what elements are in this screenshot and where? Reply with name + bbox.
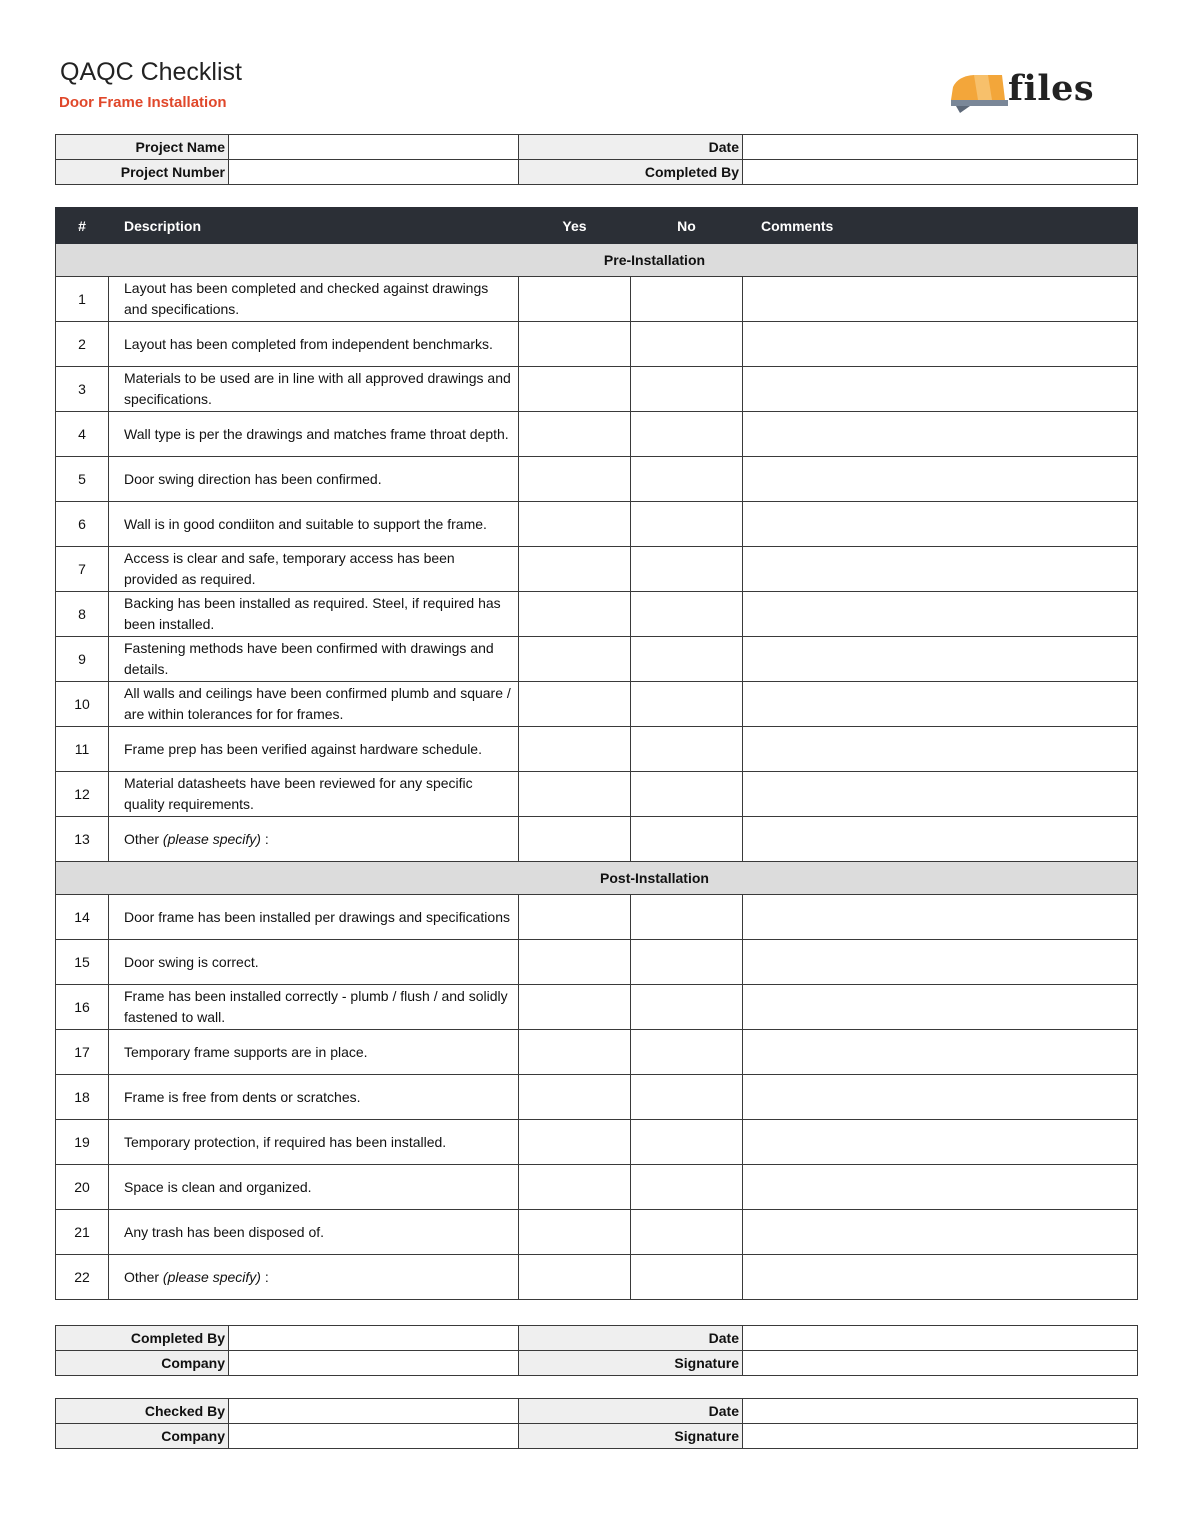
no-cell[interactable] <box>631 412 743 457</box>
item-description <box>109 322 519 367</box>
project-number-label: Project Number <box>56 160 229 185</box>
item-description <box>109 1075 519 1120</box>
checklist-row <box>56 637 1138 682</box>
checklist-row <box>56 895 1138 940</box>
yes-cell[interactable] <box>519 547 631 592</box>
no-cell[interactable] <box>631 322 743 367</box>
checklist-row <box>56 817 1138 862</box>
column-header-number: # <box>56 208 109 244</box>
item-description <box>109 772 519 817</box>
item-number: 22 <box>56 1255 109 1300</box>
signoff-completed-date-label: Date <box>519 1326 743 1351</box>
hard-hat-icon <box>948 70 1010 116</box>
comments-cell[interactable] <box>743 1120 1138 1165</box>
item-description <box>109 547 519 592</box>
yes-cell[interactable] <box>519 895 631 940</box>
yes-cell[interactable] <box>519 682 631 727</box>
comments-cell[interactable] <box>743 985 1138 1030</box>
checklist-row <box>56 1030 1138 1075</box>
signoff-checked-date-field[interactable] <box>743 1399 1138 1424</box>
column-header-no: No <box>631 208 743 244</box>
column-header-comments: Comments <box>743 208 1138 244</box>
item-description <box>109 895 519 940</box>
comments-cell[interactable] <box>743 412 1138 457</box>
column-header-description: Description <box>109 208 519 244</box>
item-number: 10 <box>56 682 109 727</box>
item-description <box>109 457 519 502</box>
comments-cell[interactable] <box>743 772 1138 817</box>
item-description <box>109 367 519 412</box>
checklist-row <box>56 1075 1138 1120</box>
item-number: 13 <box>56 817 109 862</box>
item-description-text: Access is clear and safe, temporary access has been provided as required. <box>124 550 455 587</box>
comments-cell[interactable] <box>743 1255 1138 1300</box>
yes-cell[interactable] <box>519 1030 631 1075</box>
comments-cell[interactable] <box>743 322 1138 367</box>
logo-text: files <box>1008 68 1095 109</box>
item-description-text: Door swing direction has been confirmed. <box>124 470 382 487</box>
comments-cell[interactable] <box>743 502 1138 547</box>
item-number: 18 <box>56 1075 109 1120</box>
page-title: QAQC Checklist <box>60 58 242 86</box>
item-description-text: Frame prep has been verified against hardware schedule. <box>124 740 482 757</box>
project-name-field[interactable] <box>229 135 519 160</box>
item-description <box>109 940 519 985</box>
comments-cell[interactable] <box>743 637 1138 682</box>
signoff-completed-company-field[interactable] <box>229 1351 519 1376</box>
yes-cell[interactable] <box>519 637 631 682</box>
item-description <box>109 817 519 862</box>
comments-cell[interactable] <box>743 457 1138 502</box>
item-description-text: Layout has been completed and checked against drawings and specifications. <box>124 280 489 317</box>
checklist-row <box>56 322 1138 367</box>
item-number: 15 <box>56 940 109 985</box>
completed-signoff-table <box>55 1325 1138 1376</box>
item-description-text: Backing has been installed as required. Steel, if required has been installed. <box>124 595 501 632</box>
signoff-checked-company-label: Company <box>56 1424 229 1449</box>
section-header <box>56 244 1138 277</box>
yes-cell[interactable] <box>519 940 631 985</box>
signoff-completed-signature-label: Signature <box>519 1351 743 1376</box>
no-cell[interactable] <box>631 1075 743 1120</box>
checklist-row <box>56 772 1138 817</box>
yes-cell[interactable] <box>519 277 631 322</box>
checklist-row <box>56 682 1138 727</box>
checklist-row <box>56 457 1138 502</box>
item-number: 14 <box>56 895 109 940</box>
item-number: 9 <box>56 637 109 682</box>
comments-cell[interactable] <box>743 1075 1138 1120</box>
comments-cell[interactable] <box>743 727 1138 772</box>
item-description-text: Door frame has been installed per drawings and specifications <box>124 908 510 925</box>
yes-cell[interactable] <box>519 1255 631 1300</box>
checklist-table <box>55 207 1138 1300</box>
item-description-suffix: : <box>260 1268 269 1285</box>
signoff-completed-by-label: Completed By <box>56 1326 229 1351</box>
item-description <box>109 277 519 322</box>
no-cell[interactable] <box>631 1165 743 1210</box>
item-description-text: Other <box>124 1268 163 1285</box>
item-description-text: Layout has been completed from independent benchmarks. <box>124 335 493 352</box>
item-description <box>109 502 519 547</box>
yes-cell[interactable] <box>519 457 631 502</box>
item-description-suffix: : <box>260 830 269 847</box>
date-field[interactable] <box>743 135 1138 160</box>
item-number: 12 <box>56 772 109 817</box>
signoff-completed-date-field[interactable] <box>743 1326 1138 1351</box>
section-header <box>56 862 1138 895</box>
column-header-yes: Yes <box>519 208 631 244</box>
checklist-row <box>56 985 1138 1030</box>
item-number: 8 <box>56 592 109 637</box>
no-cell[interactable] <box>631 502 743 547</box>
yes-cell[interactable] <box>519 1210 631 1255</box>
no-cell[interactable] <box>631 637 743 682</box>
item-number: 19 <box>56 1120 109 1165</box>
no-cell[interactable] <box>631 1030 743 1075</box>
project-name-label: Project Name <box>56 135 229 160</box>
item-description-text: Door swing is correct. <box>124 953 259 970</box>
comments-cell[interactable] <box>743 1210 1138 1255</box>
item-number: 16 <box>56 985 109 1030</box>
section-title: Pre-Installation <box>603 252 706 268</box>
comments-cell[interactable] <box>743 940 1138 985</box>
item-number: 3 <box>56 367 109 412</box>
item-description <box>109 592 519 637</box>
item-description-text: Wall is in good condiiton and suitable to support the frame. <box>124 515 487 532</box>
no-cell[interactable] <box>631 592 743 637</box>
section-title: Post-Installation <box>600 870 709 886</box>
no-cell[interactable] <box>631 277 743 322</box>
item-number: 17 <box>56 1030 109 1075</box>
comments-cell[interactable] <box>743 895 1138 940</box>
item-description-text: All walls and ceilings have been confirmed plumb and square / are within tolerances for for frames. <box>124 685 511 722</box>
comments-cell[interactable] <box>743 592 1138 637</box>
item-description-text: Temporary frame supports are in place. <box>124 1043 368 1060</box>
yes-cell[interactable] <box>519 1120 631 1165</box>
item-number: 7 <box>56 547 109 592</box>
no-cell[interactable] <box>631 1120 743 1165</box>
no-cell[interactable] <box>631 985 743 1030</box>
item-number: 4 <box>56 412 109 457</box>
comments-cell[interactable] <box>743 367 1138 412</box>
checked-signoff-table <box>55 1398 1138 1449</box>
checklist-row <box>56 1120 1138 1165</box>
yes-cell[interactable] <box>519 1075 631 1120</box>
item-number: 11 <box>56 727 109 772</box>
checklist-row <box>56 592 1138 637</box>
item-number: 21 <box>56 1210 109 1255</box>
no-cell[interactable] <box>631 772 743 817</box>
item-description-text: Material datasheets have been reviewed for any specific quality requirements. <box>124 775 473 812</box>
yes-cell[interactable] <box>519 1165 631 1210</box>
section-header-row <box>56 244 1138 277</box>
item-description <box>109 637 519 682</box>
checklist-row <box>56 727 1138 772</box>
checklist-header-row <box>56 208 1138 244</box>
checklist-body <box>56 244 1138 1300</box>
item-description <box>109 1210 519 1255</box>
item-description-hint: (please specify) <box>162 1268 261 1285</box>
no-cell[interactable] <box>631 1210 743 1255</box>
no-cell[interactable] <box>631 817 743 862</box>
item-description-hint: (please specify) <box>162 830 261 847</box>
item-description-text: Frame has been installed correctly - plumb / flush / and solidly fastened to wall. <box>124 988 508 1025</box>
item-description-text: Fastening methods have been confirmed with drawings and details. <box>124 640 494 677</box>
item-description <box>109 412 519 457</box>
signoff-completed-signature-field[interactable] <box>743 1351 1138 1376</box>
checklist-row <box>56 1165 1138 1210</box>
files-logo <box>948 70 1108 116</box>
project-info-table <box>55 134 1138 185</box>
no-cell[interactable] <box>631 940 743 985</box>
no-cell[interactable] <box>631 682 743 727</box>
item-description-text: Temporary protection, if required has been installed. <box>124 1133 447 1150</box>
no-cell[interactable] <box>631 457 743 502</box>
completed-by-field[interactable] <box>743 160 1138 185</box>
signoff-checked-company-field[interactable] <box>229 1424 519 1449</box>
yes-cell[interactable] <box>519 727 631 772</box>
checklist-row <box>56 1210 1138 1255</box>
checklist-row <box>56 277 1138 322</box>
yes-cell[interactable] <box>519 367 631 412</box>
item-description-text: Any trash has been disposed of. <box>124 1223 325 1240</box>
item-number: 2 <box>56 322 109 367</box>
item-number: 5 <box>56 457 109 502</box>
no-cell[interactable] <box>631 1255 743 1300</box>
checklist-row <box>56 940 1138 985</box>
item-description-text: Other <box>124 830 163 847</box>
no-cell[interactable] <box>631 547 743 592</box>
item-description <box>109 1120 519 1165</box>
item-description <box>109 1165 519 1210</box>
yes-cell[interactable] <box>519 592 631 637</box>
item-description-text: Frame is free from dents or scratches. <box>124 1088 361 1105</box>
item-number: 1 <box>56 277 109 322</box>
checklist-row <box>56 412 1138 457</box>
date-label: Date <box>519 135 743 160</box>
item-description <box>109 727 519 772</box>
checklist-row <box>56 1255 1138 1300</box>
item-description-text: Wall type is per the drawings and matches frame throat depth. <box>124 425 509 442</box>
item-description-text: Space is clean and organized. <box>124 1178 312 1195</box>
signoff-checked-signature-field[interactable] <box>743 1424 1138 1449</box>
yes-cell[interactable] <box>519 817 631 862</box>
signoff-completed-by-field[interactable] <box>229 1326 519 1351</box>
item-description <box>109 985 519 1030</box>
completed-by-label: Completed By <box>519 160 743 185</box>
checklist-row <box>56 367 1138 412</box>
checklist-row <box>56 547 1138 592</box>
comments-cell[interactable] <box>743 682 1138 727</box>
comments-cell[interactable] <box>743 1030 1138 1075</box>
yes-cell[interactable] <box>519 502 631 547</box>
item-description <box>109 1255 519 1300</box>
signoff-checked-date-label: Date <box>519 1399 743 1424</box>
comments-cell[interactable] <box>743 277 1138 322</box>
item-description-text: Materials to be used are in line with all approved drawings and specifications. <box>124 370 511 407</box>
checklist-row <box>56 502 1138 547</box>
signoff-checked-by-label: Checked By <box>56 1399 229 1424</box>
comments-cell[interactable] <box>743 1165 1138 1210</box>
no-cell[interactable] <box>631 367 743 412</box>
no-cell[interactable] <box>631 895 743 940</box>
yes-cell[interactable] <box>519 412 631 457</box>
signoff-completed-company-label: Company <box>56 1351 229 1376</box>
item-number: 6 <box>56 502 109 547</box>
section-header-row <box>56 862 1138 895</box>
item-description <box>109 682 519 727</box>
item-number: 20 <box>56 1165 109 1210</box>
comments-cell[interactable] <box>743 817 1138 862</box>
yes-cell[interactable] <box>519 985 631 1030</box>
project-number-field[interactable] <box>229 160 519 185</box>
signoff-checked-signature-label: Signature <box>519 1424 743 1449</box>
comments-cell[interactable] <box>743 547 1138 592</box>
item-description <box>109 1030 519 1075</box>
yes-cell[interactable] <box>519 322 631 367</box>
no-cell[interactable] <box>631 727 743 772</box>
signoff-checked-by-field[interactable] <box>229 1399 519 1424</box>
page-subtitle: Door Frame Installation <box>59 94 227 111</box>
yes-cell[interactable] <box>519 772 631 817</box>
